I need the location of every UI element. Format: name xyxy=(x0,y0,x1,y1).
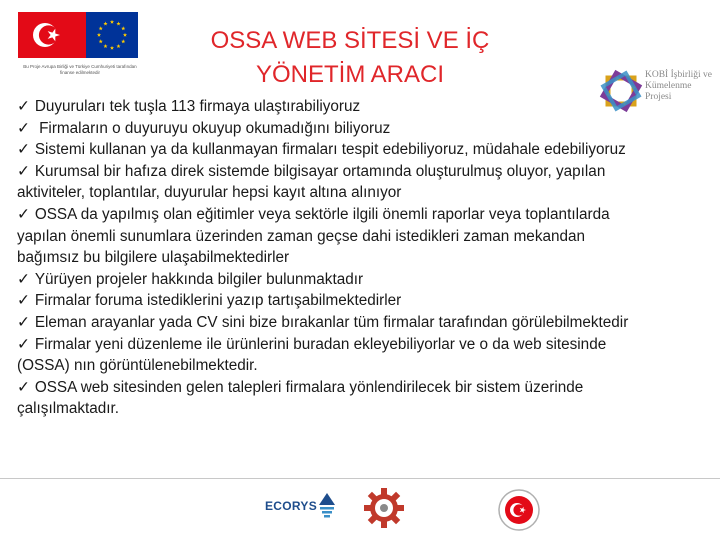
list-item-text: Firmaların o duyuruyu okuyup okumadığını biliyoruz xyxy=(34,119,391,137)
turkey-flag-logo xyxy=(18,12,86,58)
eu-star-icon xyxy=(110,46,114,50)
footer-divider xyxy=(0,478,720,479)
ecorys-logo xyxy=(265,491,337,521)
eu-star-icon xyxy=(121,39,125,43)
check-icon: ✓ xyxy=(17,292,30,310)
list-item-text: Firmalar foruma istediklerini yazıp tartışabilmektedirler xyxy=(34,292,402,310)
eu-star-icon xyxy=(97,33,101,37)
list-item-text: OSSA web sitesinden gelen talepleri firmalara yönlendirilecek bir sistem üzerinde çalışılmaktadır. xyxy=(17,378,584,418)
list-item-text: Duyuruları tek tuşla 113 firmaya ulaştırabiliyoruz xyxy=(34,98,361,115)
list-item xyxy=(17,312,645,334)
list-item xyxy=(17,290,645,312)
list-item xyxy=(17,334,645,377)
list-item xyxy=(17,139,645,161)
check-icon: ✓ xyxy=(17,119,30,137)
check-icon: ✓ xyxy=(17,378,30,396)
eu-star-icon xyxy=(110,20,114,24)
page-title xyxy=(200,24,500,92)
list-item-text: Eleman arayanlar yada CV sini bize bırakanlar tüm firmalar tarafından görülebilmektedir xyxy=(34,313,629,331)
list-item xyxy=(17,161,645,204)
list-item xyxy=(17,269,645,291)
ecorys-label: ECORYS xyxy=(265,499,318,513)
list-item xyxy=(17,204,645,269)
title-line-1: OSSA WEB SİTESİ VE İÇ xyxy=(210,27,490,54)
list-item xyxy=(17,118,645,140)
check-icon: ✓ xyxy=(17,313,30,331)
kobi-project-label: KOBİ İşbirliği ve Kümelenme Projesi xyxy=(645,70,713,102)
list-item-text: Firmalar yeni düzenleme ile ürünlerini buradan ekleyebiliyorlar ve o da web sitesinde (OSSA) nın görüntülenebilmektedir. xyxy=(17,335,607,375)
list-item xyxy=(17,377,645,420)
gear-logo-icon xyxy=(358,484,410,532)
check-icon: ✓ xyxy=(17,141,30,159)
bullet-list xyxy=(17,96,645,420)
check-icon: ✓ xyxy=(17,205,30,223)
funding-caption: Bu Proje Avrupa Birliği ve Türkiye Cumhuriyeti tarafından finanse edilmektedir xyxy=(23,64,137,75)
list-item-text: Sistemi kullanan ya da kullanmayan firmaları tespit edebiliyoruz, müdahale edebiliyoruz xyxy=(34,141,626,159)
eu-flag-logo xyxy=(86,12,138,58)
eu-star-icon xyxy=(103,22,107,26)
list-item-text: Kurumsal bir hafıza direk sistemde bilgisayar ortamında oluşturulmuş oluyor, yapılan aktiviteler, toplantılar, duyurular hepsi kayıt altına alınıyor xyxy=(17,162,606,202)
list-item xyxy=(17,96,645,118)
check-icon: ✓ xyxy=(17,335,30,353)
title-line-2: YÖNETİM ARACI xyxy=(255,61,445,88)
list-item-text: Yürüyen projeler hakkında bilgiler bulunmaktadır xyxy=(34,270,364,288)
eu-star-icon xyxy=(116,44,120,48)
check-icon: ✓ xyxy=(17,162,30,180)
eu-star-icon xyxy=(116,22,120,26)
ministry-seal-icon xyxy=(497,488,541,532)
ecorys-mark-icon xyxy=(317,491,337,521)
list-item-text: OSSA da yapılmış olan eğitimler veya sektörle ilgili önemli raporlar veya toplantılarda yapılan önemli sunumlara üzerinden zaman geçse dahi istedikleri zaman mekandan bağımsız bu bilgilere ulaşabilmektedirler xyxy=(17,205,610,267)
check-icon: ✓ xyxy=(17,270,30,288)
check-icon: ✓ xyxy=(17,98,30,115)
eu-star-icon xyxy=(99,26,103,30)
eu-star-icon xyxy=(123,33,127,37)
eu-star-icon xyxy=(99,39,103,43)
eu-star-icon xyxy=(103,44,107,48)
eu-star-icon xyxy=(121,26,125,30)
